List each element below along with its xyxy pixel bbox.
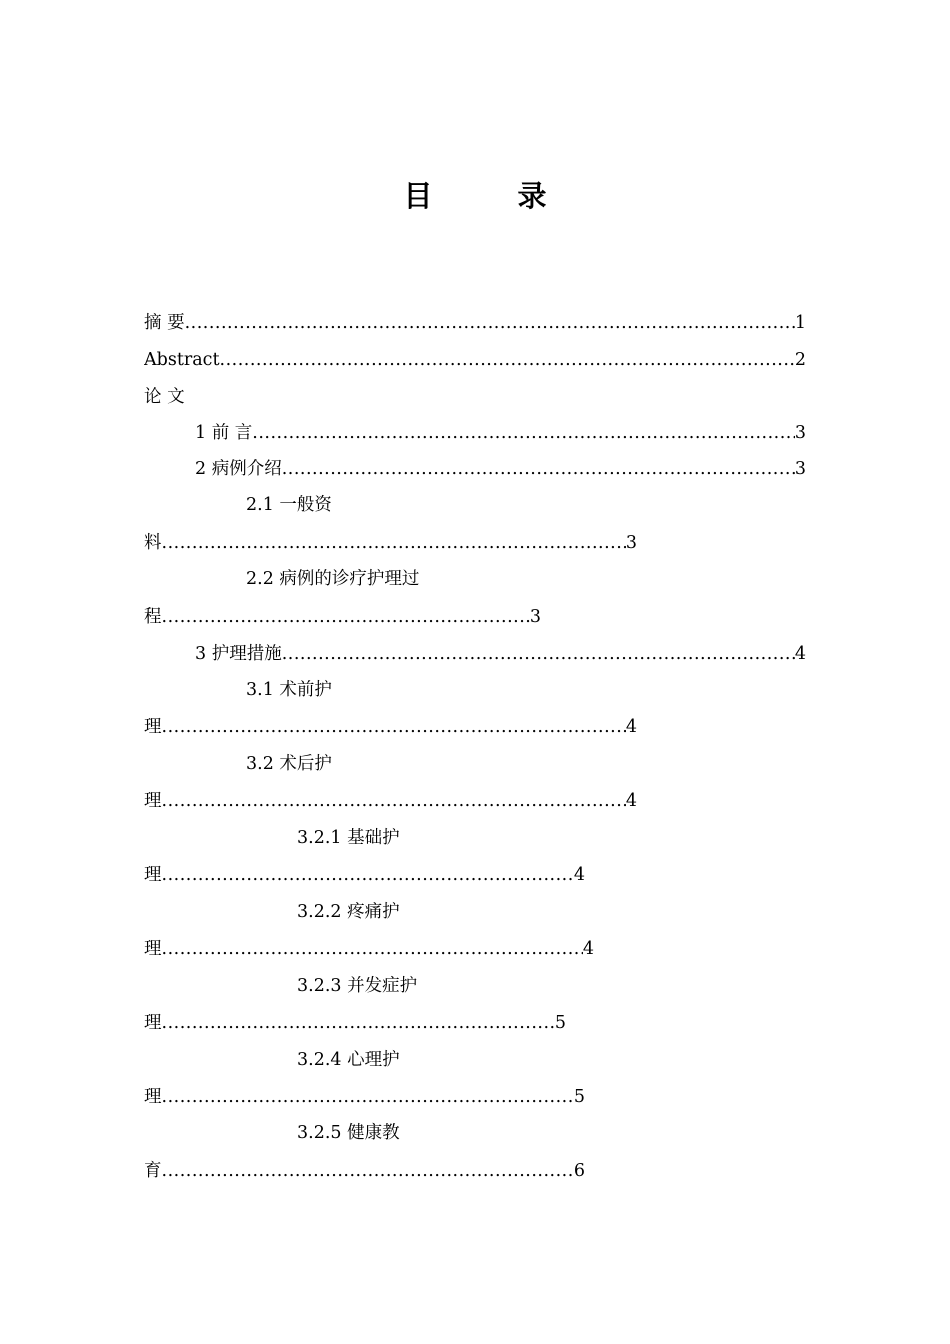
toc-entry-abstract-cn[interactable] [144,310,806,336]
toc-entry-heading[interactable]: 2.2 病例的诊疗护理过 [246,569,420,589]
dot-leader [162,862,574,888]
toc-entry-page: 4 [794,644,806,664]
toc-entry-heading[interactable]: 3.2.1 基础护 [297,828,400,848]
toc-entry-heading[interactable]: 3.2.5 健康教 [297,1123,400,1143]
dot-leader [185,310,795,336]
toc-entry-basic-care[interactable] [144,862,585,888]
toc-entry-label: 理 [144,791,162,811]
dot-leader [162,936,583,962]
toc-entry-label: 理 [144,1087,162,1107]
dot-leader [282,456,795,482]
toc-entry-page: 4 [573,865,585,885]
toc-entry-page: 5 [573,1087,585,1107]
toc-entry-preface[interactable] [195,420,806,446]
toc-entry-label: 料 [144,533,162,553]
toc-entry-heading[interactable]: 3.2.4 心理护 [297,1050,400,1070]
toc-section-heading: 论 文 [144,387,185,407]
toc-title: 目 录 [403,179,575,213]
toc-entry-preop-care[interactable] [144,714,637,740]
toc-entry-case-intro[interactable] [195,456,806,482]
toc-entry-psych-care[interactable] [144,1084,585,1110]
toc-entry-label: 1 前 言 [195,423,253,443]
dot-leader [220,347,795,373]
toc-entry-page: 3 [794,423,806,443]
toc-entry-label: 摘 要 [144,313,185,333]
toc-entry-page: 1 [794,313,806,333]
toc-entry-heading[interactable]: 2.1 一般资 [246,495,332,515]
dot-leader [162,604,530,630]
toc-entry-label: 理 [144,939,162,959]
toc-entry-label: 理 [144,1013,162,1033]
dot-leader [162,788,626,814]
toc-entry-postop-care[interactable] [144,788,637,814]
toc-entry-label: 理 [144,717,162,737]
toc-entry-page: 3 [529,607,541,627]
toc-entry-label: 2 病例介绍 [195,459,282,479]
dot-leader [162,1158,574,1184]
toc-entry-heading[interactable]: 3.2 术后护 [246,754,332,774]
toc-entry-page: 3 [625,533,637,553]
toc-entry-page: 4 [625,717,637,737]
toc-entry-heading[interactable]: 3.1 术前护 [246,680,332,700]
toc-entry-page: 5 [554,1013,566,1033]
toc-entry-page: 3 [794,459,806,479]
dot-leader [162,1084,574,1110]
dot-leader [252,420,795,446]
toc-entry-page: 4 [625,791,637,811]
toc-entry-heading[interactable]: 3.2.3 并发症护 [297,976,418,996]
toc-entry-label: Abstract [144,350,220,370]
toc-entry-label: 理 [144,865,162,885]
toc-entry-page: 4 [582,939,594,959]
dot-leader [162,714,626,740]
toc-entry-page: 2 [794,350,806,370]
dot-leader [162,530,626,556]
toc-entry-heading[interactable]: 3.2.2 疼痛护 [297,902,400,922]
toc-entry-treatment-process[interactable] [144,604,541,630]
toc-entry-label: 3 护理措施 [195,644,282,664]
toc-entry-health-education[interactable] [144,1158,585,1184]
dot-leader [162,1010,555,1036]
toc-entry-page: 6 [573,1161,585,1181]
dot-leader [282,641,795,667]
toc-entry-label: 育 [144,1161,162,1181]
toc-entry-label: 程 [144,607,162,627]
toc-entry-complication-care[interactable] [144,1010,566,1036]
toc-entry-nursing-measures[interactable] [195,641,806,667]
toc-entry-pain-care[interactable] [144,936,594,962]
toc-entry-general-info[interactable] [144,530,637,556]
toc-entry-abstract-en[interactable] [144,347,806,373]
